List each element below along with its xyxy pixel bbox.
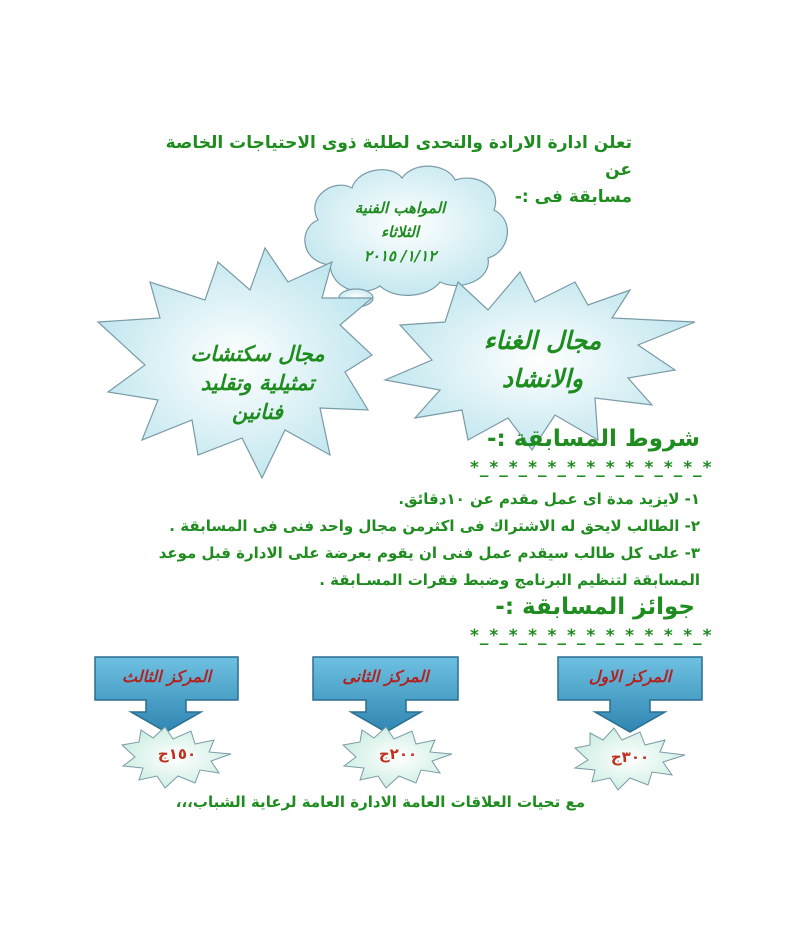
intro-line-1: تعلن ادارة الارادة والتحدى لطلبة ذوى الاحتياجات الخاصة عن	[165, 133, 632, 180]
condition-item: ٣- على كل طالب سيقدم عمل فنى ان يقوم بعرضة على الادارة قبل موعد	[158, 544, 700, 562]
star-left-line-3: فنانين	[232, 400, 283, 424]
conditions-heading: شروط المسابقة :-	[487, 426, 700, 452]
prize-label-third: المركز الثالث	[121, 667, 212, 686]
star-right-line-2: والانشاد	[501, 364, 584, 393]
prize-amount-third: ١٥٠ج	[157, 745, 197, 763]
cloud-text	[330, 196, 470, 268]
star-left-text	[175, 340, 340, 427]
intro-line-2: مسابقة فى :-	[514, 187, 632, 207]
star-left-line-1: مجال سكتشات	[190, 342, 325, 366]
prize-amount-first: ٣٠٠ج	[610, 748, 650, 766]
condition-item: ١- لايزيد مدة اى عمل مقدم عن ١٠دقائق.	[398, 490, 700, 508]
condition-item: المسابقة لتنظيم البرنامج وضبط فقرات المسـابقة .	[319, 571, 700, 589]
star-left-line-2: تمثيلية وتقليد	[200, 371, 315, 395]
conditions-divider: *_*_*_*_*_*_*_*_*_*_*_*_*	[470, 458, 713, 478]
star-right-line-1: مجال الغناء	[483, 326, 602, 355]
prize-label-first: المركز الاول	[588, 667, 672, 686]
prizes-divider: *_*_*_*_*_*_*_*_*_*_*_*_*	[470, 626, 713, 646]
star-right-text	[455, 322, 630, 398]
cloud-day: الثلاثاء	[380, 223, 419, 241]
condition-item: ٢- الطالب لايحق له الاشتراك فى اكثرمن مجال واحد فنى فى المسابقة .	[169, 517, 700, 535]
prize-amount-second: ٢٠٠ج	[378, 745, 418, 763]
cloud-date: ١/١٢/ ٢٠١٥	[363, 247, 437, 265]
prizes-heading: جوائز المسابقة :-	[495, 594, 695, 620]
prize-label-second: المركز الثانى	[342, 667, 429, 686]
cloud-title: المواهب الفنية	[354, 199, 446, 217]
footer-signature: مع تحيات العلاقات العامة الادارة العامة لرعاية الشباب،،،	[175, 793, 585, 811]
conditions-list	[140, 486, 700, 594]
